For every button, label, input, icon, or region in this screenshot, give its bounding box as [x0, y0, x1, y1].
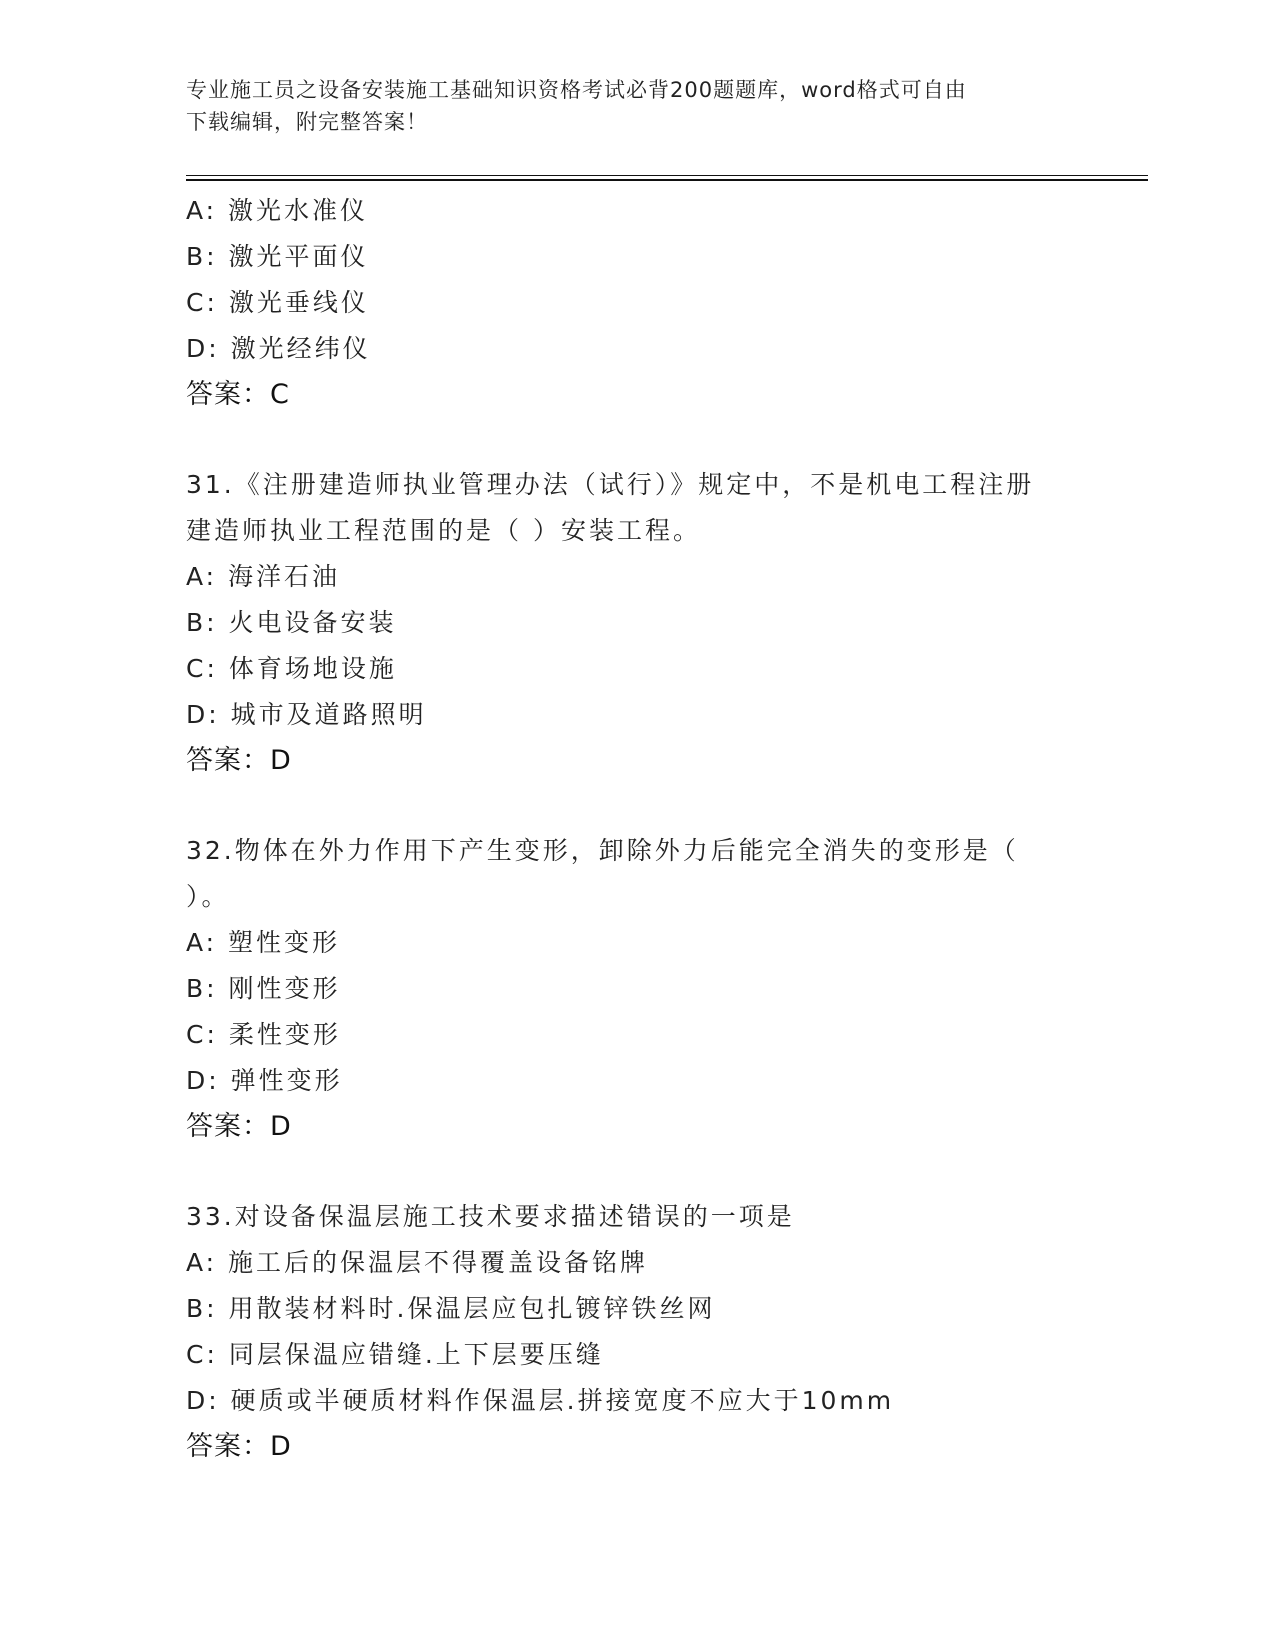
option-d: D: 硬质或半硬质材料作保温层.拼接宽度不应大于10mm: [186, 1386, 895, 1415]
header-divider-thick: [186, 179, 1148, 181]
answer-text: 答案：D: [186, 1431, 292, 1462]
header-title-line-1: 专业施工员之设备安装施工基础知识资格考试必背200题题库，word格式可自由: [186, 78, 967, 102]
option-c: C: 柔性变形: [186, 1020, 341, 1049]
option-d: D: 激光经纬仪: [186, 334, 371, 363]
answer-text: 答案：C: [186, 379, 290, 410]
header-divider-thin: [186, 175, 1148, 176]
option-b: B: 激光平面仪: [186, 242, 369, 271]
option-b: B: 火电设备安装: [186, 608, 397, 637]
document-header: [186, 74, 1086, 138]
question-stem-line-2: 建造师执业工程范围的是（ ）安装工程。: [186, 516, 701, 545]
option-c: C: 体育场地设施: [186, 654, 397, 683]
question-spacer: [186, 418, 1146, 462]
option-c: C: 激光垂线仪: [186, 288, 369, 317]
option-d: D: 弹性变形: [186, 1066, 343, 1095]
option-c: C: 同层保温应错缝.上下层要压缝: [186, 1340, 604, 1369]
option-b: B: 用散装材料时.保温层应包扎镀锌铁丝网: [186, 1294, 716, 1323]
answer-text: 答案：D: [186, 745, 292, 776]
question-30: [186, 188, 1146, 418]
question-stem-line-1: 33.对设备保温层施工技术要求描述错误的一项是: [186, 1202, 795, 1231]
option-d: D: 城市及道路照明: [186, 700, 427, 729]
question-stem-line-1: 31.《注册建造师执业管理办法（试行）》规定中，不是机电工程注册: [186, 470, 1035, 499]
option-b: B: 刚性变形: [186, 974, 341, 1003]
option-a: A: 塑性变形: [186, 928, 341, 957]
question-stem-line-2: ）。: [186, 882, 230, 911]
question-32: [186, 828, 1146, 1150]
header-title-line-2: 下载编辑，附完整答案！: [186, 110, 428, 134]
question-spacer: [186, 1150, 1146, 1194]
question-stem-line-1: 32.物体在外力作用下产生变形，卸除外力后能完全消失的变形是（: [186, 836, 1019, 865]
question-33: [186, 1194, 1146, 1470]
option-a: A: 海洋石油: [186, 562, 341, 591]
question-spacer: [186, 784, 1146, 828]
question-list: [186, 188, 1146, 1470]
question-31: [186, 462, 1146, 784]
answer-text: 答案：D: [186, 1111, 292, 1142]
option-a: A: 激光水准仪: [186, 196, 369, 225]
option-a: A: 施工后的保温层不得覆盖设备铭牌: [186, 1248, 649, 1277]
